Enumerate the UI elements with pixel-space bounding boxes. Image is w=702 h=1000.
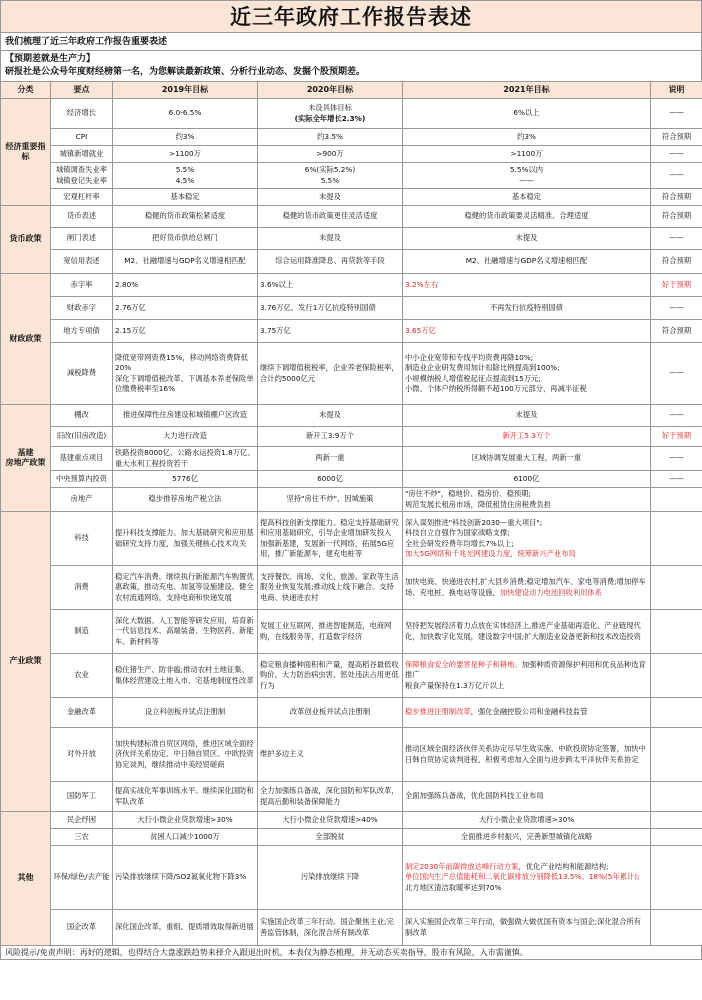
cell-2019: 污染排放继续下降/SO2氮氧化物下降3% [113,846,258,910]
cell-2021: 全面加强练兵备战，优化国防科技工业布局 [403,782,651,812]
table-row [1,654,702,698]
policy-table [0,81,702,946]
cell-remark: 符合预期 [651,189,702,206]
cell-2021: 3.2%左右 [403,274,651,297]
item-cell: 城镇新增就业 [51,146,113,163]
cell-text: 6%(实际5.2%) [304,165,356,174]
item-cell: 金融改革 [51,698,113,728]
cell-2019: 深化大数据、人工智能等研发应用，培育新一代信息技术、高端装备、生物医药、新能车、新材料等 [113,610,258,654]
cell-remark: —— [651,146,702,163]
item-cell [51,163,113,189]
table-row [1,129,702,146]
cell-remark: —— [651,99,702,129]
note-line-2: 研报社是公众号年度财经榜第一名，为您解读最新政策、分析行业动态、发掘个股预期差。 [5,67,366,77]
cell-2021: 3.65万亿 [403,320,651,343]
cell-2021: 约3% [403,129,651,146]
cell-2019: 大力进行改造 [113,427,258,447]
cell-2020: 未提及 [258,228,403,250]
cell-2020 [258,163,403,189]
cell-2020: 3.76万亿、发行1万亿抗疫特别国债 [258,297,403,320]
cell-2019: 稳定汽车消费，继续执行新能源汽车购置优惠政策，推动充电、加氢等设施建设。健全农村流通网络，支持电商和快递发展 [113,566,258,610]
cell-remark: 符合预期 [651,129,702,146]
cell-2021: 未提及 [403,228,651,250]
cell-2019: 6.0-6.5% [113,99,258,129]
cell-remark [651,512,702,566]
cell-2020: 改革创业板并试点注册制 [258,698,403,728]
table-row [1,189,702,206]
cell-2020: 提高科技创新支撑能力。稳定支持基础研究和应用基础研究，引导企业增加研发投入 加强新基建，发展新一代网络，拓展5G应用，推广新能源车，建充电桩等 [258,512,403,566]
table-row [1,228,702,250]
page-title: 近三年政府工作报告表述 [0,0,702,32]
cell-2021: 基本稳定 [403,189,651,206]
item-cell: CPI [51,129,113,146]
item-cell: 旧改(旧房改造) [51,427,113,447]
cell-2020: 综合运用降准降息、再贷款等手段 [258,250,403,274]
cell-remark [651,846,702,910]
cell-2020: >900万 [258,146,403,163]
cell-2020: 发展工业互联网，推进智能制造，电商网购，在线服务等，打造数字经济 [258,610,403,654]
cell-text: 4.5% [175,175,195,185]
table-row [1,163,702,189]
item-cell: 货币表述 [51,206,113,228]
cell-2019: 设立科创板并试点注册制 [113,698,258,728]
cell-2020 [258,99,403,129]
table-row [1,910,702,946]
cell-text: 深入谋划推进"科技创新2030—重大项目"; 科技自立自强作为国家战略支撑; 全社会研发经费年均增长7%以上; [405,517,543,548]
table-row [1,405,702,427]
item-cell: 宏观杠杆率 [51,189,113,206]
cell-remark: —— [651,228,702,250]
cell-text: 加快建设动力电池回收利用体系 [499,587,603,597]
cell-2021: 全面推进乡村振兴，完善新型城镇化战略 [403,829,651,846]
cell-2020: 大行小微企业贷款增速>40% [258,812,403,829]
cell-text: 加大5G网络和千兆光网建设力度，统筹新兴产业布局 [405,549,576,558]
cell-text: 粮食产量保持在1.3万亿斤以上 [405,680,505,690]
cell-2019: 基本稳定 [113,189,258,206]
table-row [1,427,702,447]
cell-text: 5.5%以内 [509,165,544,174]
cell-2021 [403,654,651,698]
cell-2021: 新开工5.3万个 [403,427,651,447]
cell-remark [651,910,702,946]
item-cell: 中央预算内投资 [51,471,113,488]
cell-text: ，强化金融控股公司和金融科技监管 [470,707,588,717]
cell-remark: —— [651,343,702,405]
cell-2020: 未提及 [258,405,403,427]
cell-text: 保障粮食安全的要害是种子和耕地。 [405,659,522,669]
cell-2021 [403,163,651,189]
cell-2020: 新开工3.9万个 [258,427,403,447]
cell-2019: 加快构建标准自贸区网络，推进区域全面经济伙伴关系协定、中日韩自贸区、中欧投资协定谈判，继续推动中美经贸磋商 [113,728,258,782]
cell-2021 [403,566,651,610]
cell-2021: M2、社融增速与GDP名义增速相匹配 [403,250,651,274]
cell-text: (实际全年增长2.3%) [294,113,366,123]
cell-2021: 6%以上 [403,99,651,129]
item-cell: 赤字率 [51,274,113,297]
cell-text: 未设具体目标 [308,103,352,112]
cell-text: 加强种质资源保护利用和优良品种选育推广 [405,659,646,680]
category-other: 其他 [1,812,51,946]
cell-2019: 5776亿 [113,471,258,488]
item-cell: 国企改革 [51,910,113,946]
cell-remark: 符合预期 [651,206,702,228]
table-row [1,782,702,812]
cell-2021: 深入实施国企改革三年行动，做强做大做优国有资本与国企;深化混合所有制改革 [403,910,651,946]
table-row [1,471,702,488]
table-row [1,320,702,343]
item-cell: 宽信用表述 [51,250,113,274]
cell-2021: 中小企业宽带和专线平均资费再降10%; 制造业企业研发费用加计扣除比例提高到100%; 小规模纳税人增值税起征点提高到15万元; 小微、个体户纳税所得额不超100万元部分，再减半征税 [403,343,651,405]
table-row [1,566,702,610]
header-item: 要点 [51,82,113,99]
cell-remark: —— [651,163,702,189]
item-cell: 棚改 [51,405,113,427]
cell-remark [651,782,702,812]
category-monetary: 货币政策 [1,206,51,274]
item-cell: 对外开放 [51,728,113,782]
table-row [1,99,702,129]
cell-remark [651,488,702,512]
cell-2019: 深化国企改革，重组，提质增效取得新进展 [113,910,258,946]
cell-2019: 约3% [113,129,258,146]
cell-remark: —— [651,297,702,320]
cell-2019: 贫困人口减少1000万 [113,829,258,846]
cell-2020: 支持餐饮、商场、文化、旅游、家政等生活服务业恢复发展;推动线上线下融合。支持电商、快递进农村 [258,566,403,610]
cell-2019: 降低宽带网资费15%，移动网络资费降低20% 深化下调增值税改革、下调基本养老保险单位缴费税率至16% [113,343,258,405]
cell-2020: 稳健的货币政策更佳灵活适度 [258,206,403,228]
cell-2019: 铁路投资8000亿、公路水运投资1.8万亿、重大水利工程投资若干 [113,447,258,471]
item-cell: 国防军工 [51,782,113,812]
table-row [1,206,702,228]
table-row [1,698,702,728]
cell-2021: 坚持把发展经济着力点放在实体经济上,推进产业基础再造化、产业链现代化，加快数字化发展，建设数字中国;扩大制造业设备更新和技术改造投资 [403,610,651,654]
cell-2021 [403,512,651,566]
intro-note [0,50,702,81]
cell-2019: 2.80% [113,274,258,297]
cell-2020: 坚持"房住不炒"，因城施策 [258,488,403,512]
cell-2021: >1100万 [403,146,651,163]
cell-2019: 把好货币供给总闸门 [113,228,258,250]
table-row [1,728,702,782]
header-2019: 2019年目标 [113,82,258,99]
cell-text: 城镇调查失业率 [55,165,108,174]
item-cell: 闸门表述 [51,228,113,250]
cell-2021: 推动区域全面经济伙伴关系协定尽早生效实施、中欧投资协定签署，加快中日韩自贸协定谈判进程，积极考虑加入全面与进步跨太平洋伙伴关系协定 [403,728,651,782]
cell-remark [651,698,702,728]
cell-2021: 稳健的货币政策要灵活精准、合理适度 [403,206,651,228]
table-row [1,146,702,163]
cell-2020: 未提及 [258,189,403,206]
cell-text: 城镇登记失业率 [55,175,108,185]
item-cell: 三农 [51,829,113,846]
header-category: 分类 [1,82,51,99]
table-row [1,610,702,654]
cell-2019: 大行小微企业贷款增速>30% [113,812,258,829]
table-row [1,512,702,566]
table-row [1,447,702,471]
cell-2021 [403,846,651,910]
item-cell: 房地产 [51,488,113,512]
cell-2019: >1100万 [113,146,258,163]
cell-2020: 实施国企改革三年行动。国企聚焦主业;完善监管体制，深化混合所有制改革 [258,910,403,946]
cell-text: 单位国内生产总值能耗和二氧化碳排放分别降低13.5%、18%(5年累计); [405,872,640,882]
cell-remark: —— [651,471,702,488]
cell-remark: 好于预期 [651,274,702,297]
cell-text: —— [519,175,534,185]
item-cell: 科技 [51,512,113,566]
cell-2020: 3.75万亿 [258,320,403,343]
cell-2019: M2、社融增速与GDP名义增速相匹配 [113,250,258,274]
table-row [1,829,702,846]
header-2020: 2020年目标 [258,82,403,99]
cell-remark: —— [651,405,702,427]
cell-2021: 6100亿 [403,471,651,488]
cell-2020: 3.6%以上 [258,274,403,297]
cell-2020: 维护多边主义 [258,728,403,782]
cell-2019: 提高实战化军事训练水平。继续深化国防和军队改革 [113,782,258,812]
item-cell: 消费 [51,566,113,610]
cell-text: 北方地区清洁取暖率达到70% [405,882,502,892]
cell-text: ，优化产业结构和能源结构; [518,861,609,871]
note-line-1: 【预期差就是生产力】 [5,54,96,64]
category-infra: 基建 房地产政策 [1,405,51,512]
header-remark: 说明 [651,82,702,99]
cell-remark: 好于预期 [651,427,702,447]
cell-2021: 不再发行抗疫特别国债 [403,297,651,320]
cell-2019: 推进保障性住房建设和城镇棚户区改造 [113,405,258,427]
cell-text: 加快电商、快递进农村,扩大县乡消费;稳定增加汽车、家电等消费;增加停车场、充电桩、换电站等设施， [405,577,646,597]
category-fiscal: 财政政策 [1,274,51,405]
item-cell: 制造 [51,610,113,654]
cell-2019: 2.15万亿 [113,320,258,343]
cell-2019: 稳健的货币政策松紧适度 [113,206,258,228]
cell-remark [651,728,702,782]
cell-2020: 全部脱贫 [258,829,403,846]
item-cell: 民企纾困 [51,812,113,829]
table-row [1,343,702,405]
table-row [1,250,702,274]
cell-2021: 区域协调发展重大工程，两新一重 [403,447,651,471]
table-row [1,488,702,512]
category-econ: 经济重要指标 [1,99,51,206]
item-cell: 农业 [51,654,113,698]
cell-remark: 符合预期 [651,250,702,274]
item-cell: 减税降费 [51,343,113,405]
item-cell: 环保/绿色/去产能 [51,846,113,910]
cell-2019: 稳步推荐房地产税立法 [113,488,258,512]
cell-2019: 提升科技支撑能力。加大基础研究和应用基础研究支持力度，加强关键核心技术攻关 [113,512,258,566]
item-cell: 经济增长 [51,99,113,129]
cell-2021: 未提及 [403,405,651,427]
cell-remark [651,829,702,846]
cell-2020: 两新一重 [258,447,403,471]
subtitle: 我们梳理了近三年政府工作报告重要表述 [0,32,702,50]
cell-2021: 大行小微企业贷款增速>30% [403,812,651,829]
cell-2020: 约3.5% [258,129,403,146]
cell-2020: 继续下调增值税税率，企业养老保险税率，合计约5000亿元 [258,343,403,405]
cell-remark [651,610,702,654]
header-2021: 2021年目标 [403,82,651,99]
table-header-row [1,82,702,99]
table-row [1,846,702,910]
cell-2019 [113,163,258,189]
cell-text: 5.5% [320,175,340,185]
cell-2020: 污染排放继续下降 [258,846,403,910]
cell-remark [651,812,702,829]
cell-remark [651,654,702,698]
cell-2019: 2.76万亿 [113,297,258,320]
cell-2019: 稳住猪生产、防非瘟;推动农村土地征集、集体经营建设土地入市、宅基地制度性改革 [113,654,258,698]
table-row [1,297,702,320]
cell-2021 [403,698,651,728]
table-row [1,812,702,829]
cell-remark: 符合预期 [651,320,702,343]
item-cell: 地方专项债 [51,320,113,343]
disclaimer-footer: 风险提示/免责声明：再好的逻辑，也得结合大盘涨跌趋势来择介入跟退出时机，本表仅为静态梳理，并无动态买卖指导，股市有风险，入市需谨慎。 [0,946,702,960]
cell-text: 制定2030年前碳排放达峰行动方案 [405,861,519,871]
item-cell: 基建重点项目 [51,447,113,471]
cell-remark: —— [651,447,702,471]
cell-text: 稳步推进注册制改革 [405,707,471,717]
item-cell: 财政赤字 [51,297,113,320]
cell-2020: 稳定粮食播种面积和产量，提高稻谷最低收购价，大力防治病虫害，惩处违法占用更低行为 [258,654,403,698]
cell-2020: 全力加强练兵备战，深化国防和军队改革，提高后勤和装备保障能力 [258,782,403,812]
cell-2021: "房住不炒"，稳地价、稳房价、稳预期; 规范发展长租房市场，降低租赁住房税费负担 [403,488,651,512]
cell-remark [651,566,702,610]
cell-2020: 6000亿 [258,471,403,488]
table-row [1,274,702,297]
category-industry: 产业政策 [1,512,51,812]
cell-text: 5.5% [175,165,195,174]
